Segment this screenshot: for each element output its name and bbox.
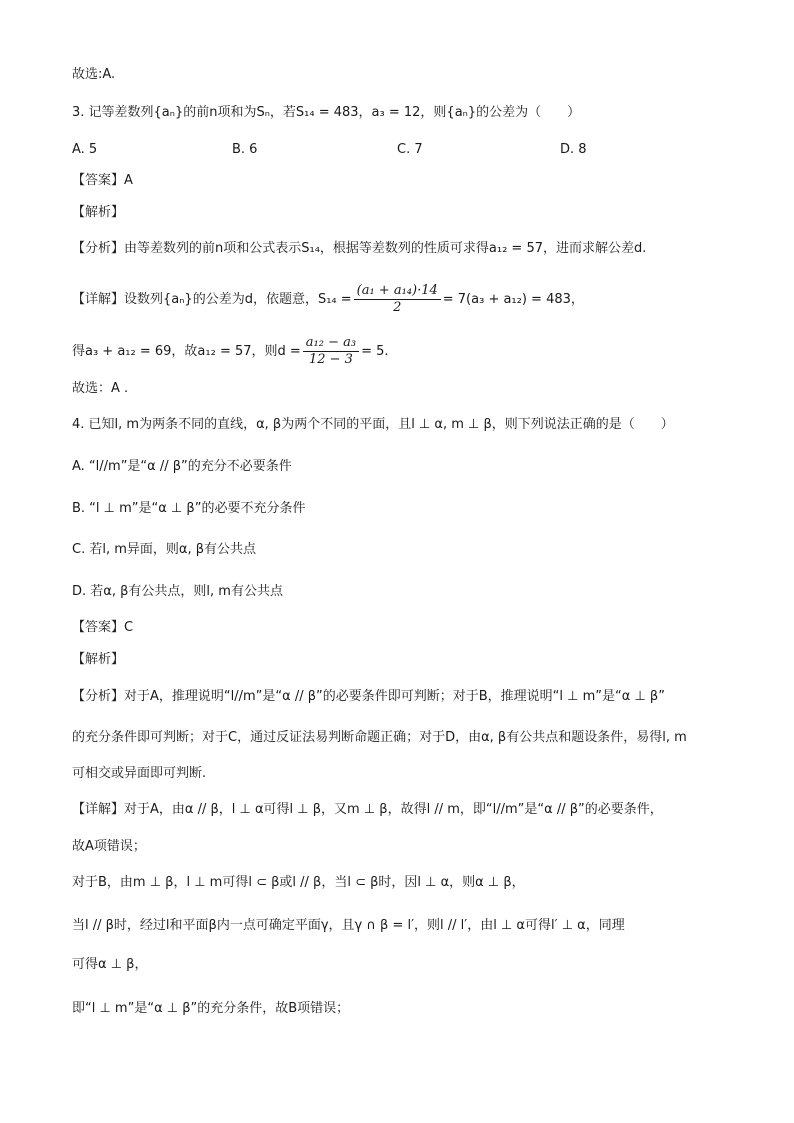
question-3-stem: 3. 记等差数列{aₙ}的前n项和为Sₙ，若S₁₄ = 483，a₃ = 12，则{aₙ}的公差为（ ） <box>72 105 581 120</box>
analysis-text: 可相交或异面即可判断. <box>72 766 207 781</box>
detail-text: = 5. <box>361 344 389 359</box>
q4-option-a: A. “l//m”是“α // β”的充分不必要条件 <box>72 459 292 474</box>
answer-label: 【答案】C <box>72 620 134 635</box>
detail-text: 可得α ⊥ β， <box>72 957 148 972</box>
text-line: 故选：A . <box>72 381 129 396</box>
q4-option-d: D. 若α, β有公共点，则l, m有公共点 <box>72 584 283 599</box>
fraction <box>303 335 359 368</box>
detail-text: 当l // β时，经过l和平面β内一点可确定平面γ，且γ ∩ β = l′，则l // l′，由l ⊥ α可得l′ ⊥ α，同理 <box>72 918 625 933</box>
detail-line-frac-2 <box>72 332 734 372</box>
detail-text: 故A项错误； <box>72 839 146 854</box>
detail-text: 即“l ⊥ m”是“α ⊥ β”的充分条件，故B项错误； <box>72 1001 350 1016</box>
q4-option-c: C. 若l, m异面，则α, β有公共点 <box>72 542 257 557</box>
analysis-text: 【分析】对于A，推理说明“l//m”是“α // β”的必要条件即可判断；对于B，推理说明“l ⊥ m”是“α ⊥ β” <box>72 689 665 704</box>
text-line: 故选:A. <box>72 67 116 82</box>
fraction <box>354 283 441 316</box>
analysis-text: 【分析】由等差数列的前n项和公式表示S₁₄，根据等差数列的性质可求得a₁₂ = 57，进而求解公差d. <box>72 241 647 256</box>
fraction-denominator: 2 <box>393 300 402 315</box>
question-4-stem: 4. 已知l, m为两条不同的直线，α, β为两个不同的平面，且l ⊥ α, m ⊥ β，则下列说法正确的是（ ） <box>72 417 674 432</box>
detail-text: 得a₃ + a₁₂ = 69，故a₁₂ = 57，则d = <box>72 344 301 359</box>
analysis-label: 【解析】 <box>72 205 125 220</box>
q4-option-b: B. “l ⊥ m”是“α ⊥ β”的必要不充分条件 <box>72 501 306 516</box>
detail-text: 对于B，由m ⊥ β，l ⊥ m可得l ⊂ β或l // β，当l ⊂ β时，因l ⊥ α，则α ⊥ β， <box>72 875 525 890</box>
detail-line-frac-1 <box>72 280 734 320</box>
answer-label: 【答案】A <box>72 173 133 188</box>
q3-option-a: A. 5 <box>72 142 98 157</box>
q3-option-c: C. 7 <box>397 142 423 157</box>
detail-text: = 7(a₃ + a₁₂) = 483， <box>442 292 584 307</box>
detail-text: 【详解】对于A，由α // β，l ⊥ α可得l ⊥ β，又m ⊥ β，故得l // m，即“l//m”是“α // β”的必要条件， <box>72 802 663 817</box>
q3-option-d: D. 8 <box>560 142 587 157</box>
fraction-numerator: (a₁ + a₁₄)·14 <box>354 283 441 300</box>
detail-text: 【详解】设数列{aₙ}的公差为d，依题意，S₁₄ = <box>72 292 352 307</box>
q3-option-b: B. 6 <box>232 142 258 157</box>
fraction-denominator: 12 − 3 <box>308 352 353 367</box>
fraction-numerator: a₁₂ − a₃ <box>303 335 359 352</box>
analysis-text: 的充分条件即可判断；对于C，通过反证法易判断命题正确；对于D，由α, β有公共点和题设条件，易得l, m <box>72 730 687 745</box>
analysis-label: 【解析】 <box>72 652 125 667</box>
